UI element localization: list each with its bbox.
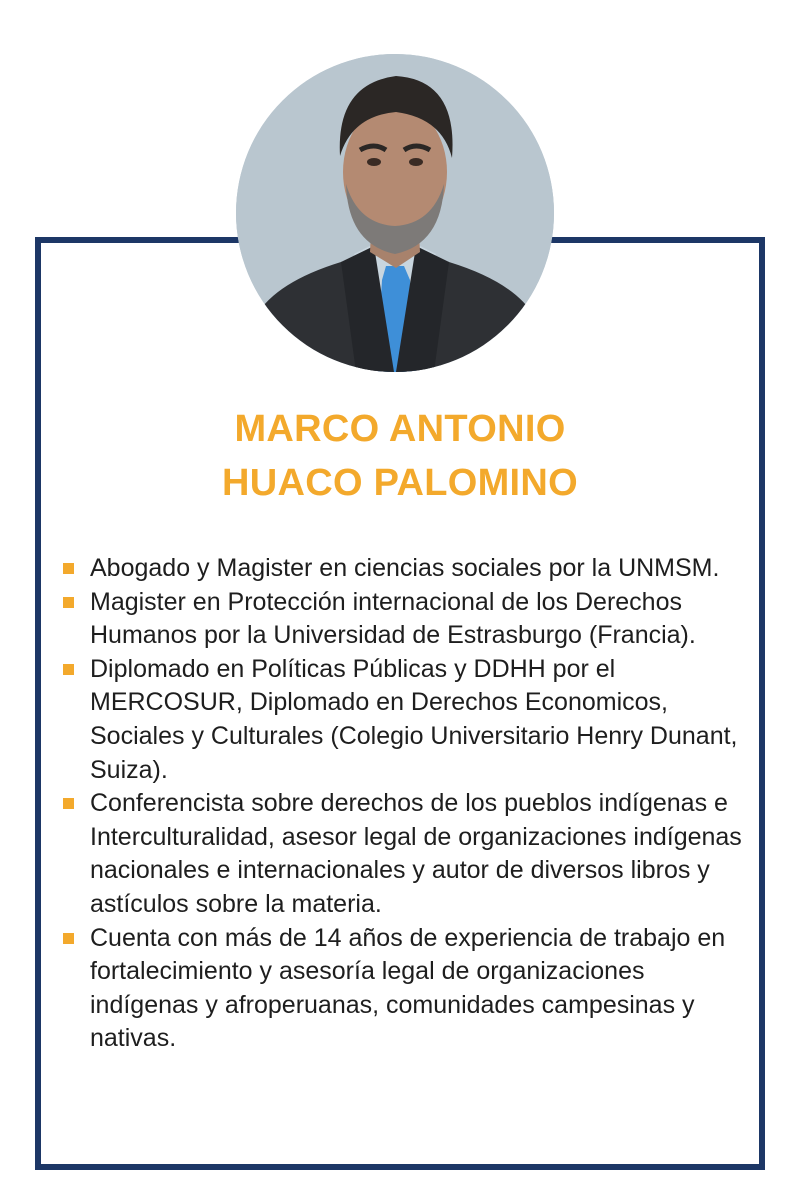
bio-list (60, 552, 750, 1056)
bio-item (60, 787, 750, 921)
person-name (0, 402, 800, 510)
bio-item-text: Abogado y Magister en ciencias sociales por la UNMSM. (90, 554, 720, 582)
square-bullet-icon (63, 597, 74, 608)
bio-item (60, 552, 750, 586)
bio-item-text: Cuenta con más de 14 años de experiencia de trabajo en fortalecimiento y asesoría legal de organizaciones indígenas y afroperuanas, comunidades campesinas y nativas. (90, 923, 726, 1053)
portrait-photo-icon (236, 54, 554, 372)
square-bullet-icon (63, 563, 74, 574)
bio-item (60, 653, 750, 787)
person-name-line-1: MARCO ANTONIO (234, 408, 566, 450)
square-bullet-icon (63, 664, 74, 675)
square-bullet-icon (63, 933, 74, 944)
bio-item-text: Conferencista sobre derechos de los pueblos indígenas e Interculturalidad, asesor legal de organizaciones indígenas nacionales e internacionales y autor de diversos libros y astículos sobre la materia. (90, 789, 742, 918)
person-name-line-2: HUACO PALOMINO (221, 462, 579, 504)
profile-photo (236, 54, 554, 372)
bio-item-text: Magister en Protección internacional de los Derechos Humanos por la Universidad de Estrasburgo (Francia). (90, 587, 696, 650)
bio-item-text: Diplomado en Políticas Públicas y DDHH por el MERCOSUR, Diplomado en Derechos Economicos, Sociales y Culturales (Colegio Universitario Henry Dunant, Suiza). (90, 654, 738, 784)
bio-item (60, 922, 750, 1056)
square-bullet-icon (63, 798, 74, 809)
bio-item (60, 586, 750, 653)
